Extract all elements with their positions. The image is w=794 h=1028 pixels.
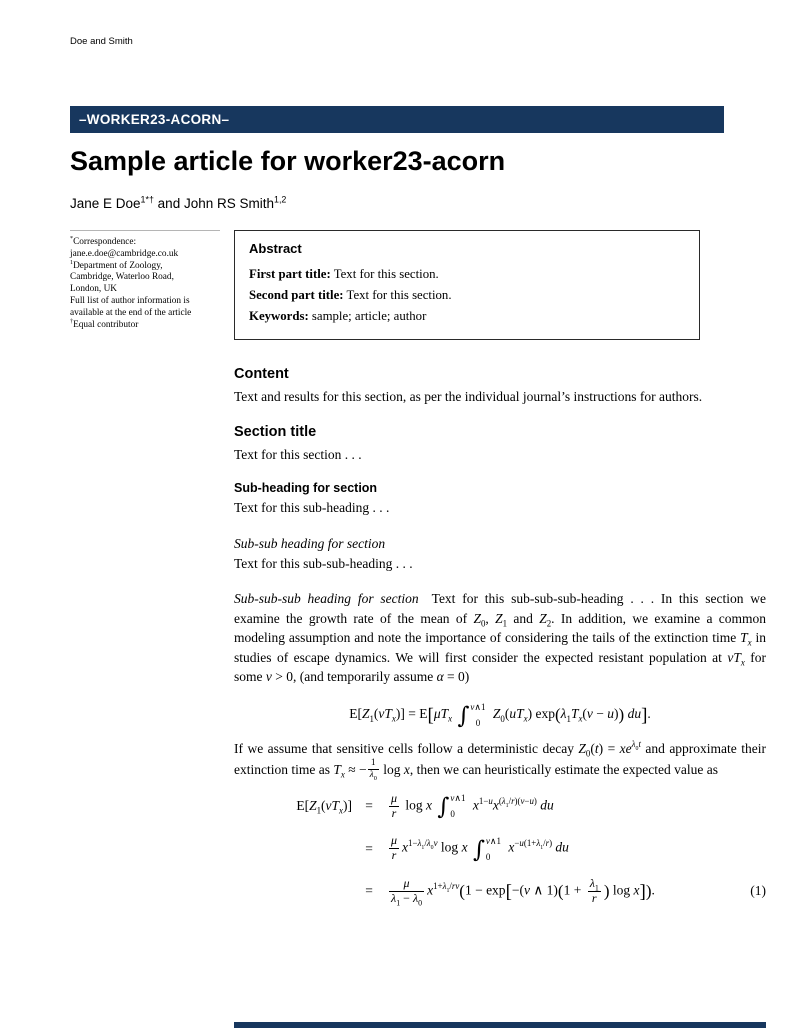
abstract-second-part-label: Second part title:	[249, 288, 344, 302]
author-line: Jane E Doe$^{1*\dagger}$ and John RS Smith$^{1,2}$	[70, 194, 287, 211]
equation-row	[234, 827, 766, 870]
abstract-first-part-text: Text for this section.	[333, 267, 439, 281]
equation-rhs: $\frac{\mu}{r}$ log x ∫ v∧1 0 $x^{1-u}x^{(\lambda_1/r)(v-u)}$ du	[391, 790, 554, 821]
footer-bar	[234, 1022, 766, 1028]
after-equation-paragraph: If we assume that sensitive cells follow a deterministic decay $Z_0(t) = xe^{\lambda_0t}$ and approximate their extinction time as $T_x$ ≈ − $\frac{1}{\lambda_0}$ log x, then we can heuristically estimate the expected value as	[234, 739, 766, 782]
journal-banner-label: –WORKER23-ACORN–	[79, 112, 230, 127]
section-paragraph: Text for this section . . .	[234, 446, 362, 462]
journal-banner	[70, 106, 724, 133]
equation-row	[234, 785, 766, 828]
abstract-box	[234, 230, 700, 340]
equation-number	[732, 785, 766, 828]
equation-rhs: $\frac{\mu}{\lambda_1 - \lambda_0}$ $x^{1+\lambda_1/rv}(1 - \exp[-(v$ ∧ 1)(1 + $\frac{\lambda_1}{r}$ ) log x]).	[391, 876, 655, 908]
equal-contributor-note: †Equal contributor	[70, 318, 139, 330]
equation-relation: =	[365, 883, 373, 899]
subsection-heading: Sub-heading for section	[234, 481, 378, 495]
abstract-keywords-label: Keywords:	[249, 309, 309, 323]
equation-row	[234, 870, 766, 913]
equation-lhs	[234, 870, 352, 913]
equation-relation: =	[365, 798, 373, 814]
paragraph-runin-heading: Sub-sub-sub heading for section	[234, 591, 419, 606]
abstract-heading: Abstract	[249, 241, 302, 256]
correspondence-email: jane.e.doe@cambridge.co.uk	[70, 248, 179, 259]
running-header: Doe and Smith	[70, 36, 133, 47]
abstract-part-second	[249, 285, 685, 306]
abstract-first-part-label: First part title:	[249, 267, 331, 281]
affiliation-line-2: Cambridge, Waterloo Road,	[70, 272, 174, 283]
correspondence-label: *Correspondence:	[70, 235, 137, 247]
equation-number	[732, 827, 766, 870]
author-notes	[70, 230, 220, 331]
equation-rhs: $\frac{\mu}{r}$ $x^{1-\lambda_1/\lambda_0v}$ log x ∫ v∧1 0 $x^{-u(1+\lambda_1/r)}$ du	[391, 833, 569, 863]
affiliation-line-3: London, UK	[70, 284, 117, 295]
equation-align-block	[234, 785, 766, 913]
subsubsection-heading: Sub-sub heading for section	[234, 535, 386, 551]
content-paragraph: Text and results for this section, as per the individual journal’s instructions for authors.	[234, 389, 703, 404]
subsection-paragraph: Text for this sub-heading . . .	[234, 500, 390, 515]
author-info-note-1: Full list of author information is	[70, 295, 190, 306]
equation-lhs: $E[Z_1(vT_x)]$	[296, 798, 352, 816]
affiliation-line-1: $^1$Department of Zoology,	[70, 259, 163, 271]
article-body	[234, 366, 766, 913]
article-title: Sample article for worker23-acorn	[70, 146, 506, 176]
equation-relation: =	[365, 840, 373, 856]
paragraph-with-runin-heading	[234, 589, 766, 687]
author-info-note-2: available at the end of the article	[70, 307, 192, 318]
abstract-part-first	[249, 264, 685, 285]
display-equation: $E[Z_1(vT_x)] = E[\mu T_x$ ∫ v∧1 0 $Z_0(uT_x) \exp(\lambda_1T_x(v - u))$ du].	[349, 701, 651, 729]
section-heading: Section title	[234, 423, 317, 440]
abstract-keywords-text: sample; article; author	[311, 309, 427, 323]
equation-lhs	[234, 827, 352, 870]
abstract-second-part-text: Text for this section.	[346, 288, 452, 302]
abstract-keywords	[249, 306, 685, 327]
equation-number: (1)	[750, 883, 766, 899]
content-heading: Content	[234, 366, 289, 382]
subsubsection-paragraph: Text for this sub-sub-heading . . .	[234, 555, 413, 571]
paragraph-body-text: Text for this sub-sub-sub-heading . . . In this section we examine the growth rate of the mean of $Z_0$, $Z_1$ and $Z_2$. In addition, we examine a common modeling assumption and note the importance of considering the tails of the extinction time $T_x$ in studies of escape dynamics. We will first consider the expected resistant population at $vT_x$ for some v > 0, (and temporarily assume α = 0)	[234, 591, 767, 684]
